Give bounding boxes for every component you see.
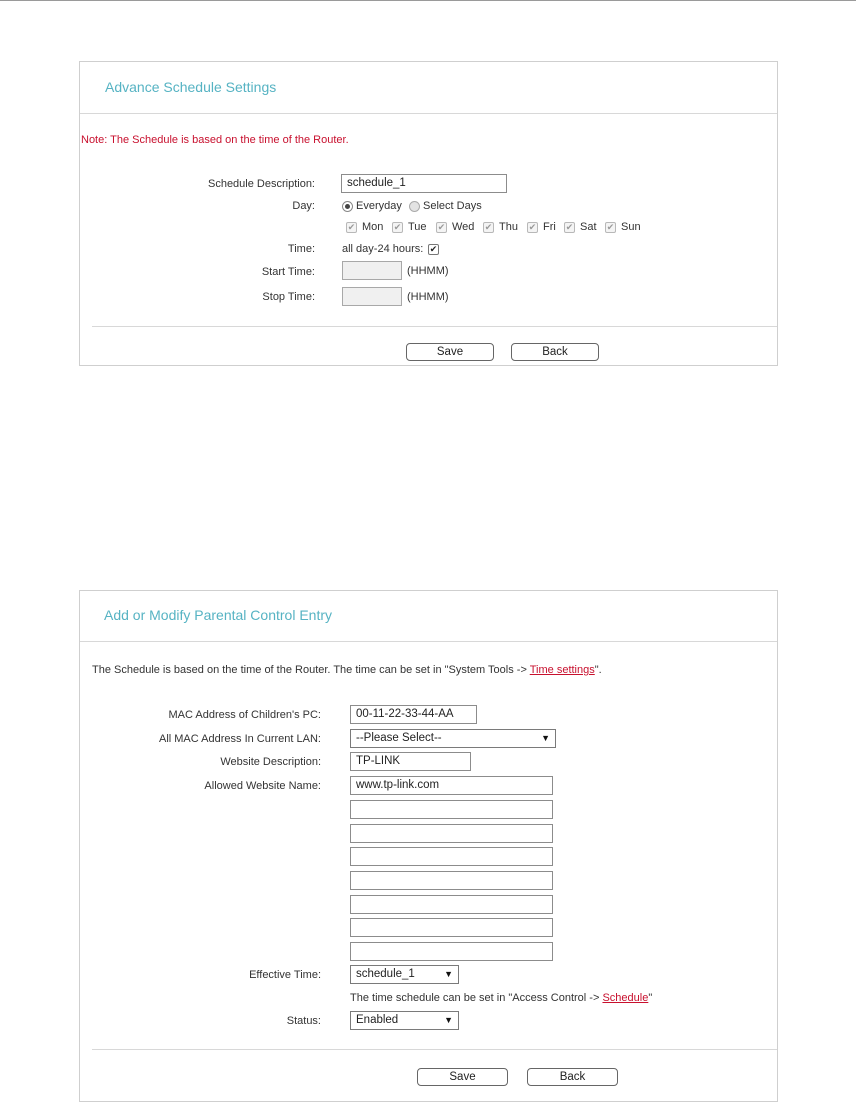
- parental-info-text: [92, 664, 602, 676]
- effective-time-select[interactable]: [350, 965, 459, 984]
- allowed-website-input-8[interactable]: [350, 942, 553, 961]
- allowed-website-input-3[interactable]: [350, 824, 553, 843]
- sun-label: Sun: [621, 221, 641, 233]
- everyday-radio[interactable]: [342, 201, 353, 212]
- select-days-radio-label: Select Days: [423, 200, 482, 212]
- start-time-label: Start Time:: [261, 266, 315, 278]
- start-time-input[interactable]: [342, 261, 402, 280]
- day-label: Day:: [292, 200, 315, 212]
- parental-panel-title: Add or Modify Parental Control Entry: [104, 607, 332, 623]
- mac-address-input[interactable]: 00-11-22-33-44-AA: [350, 705, 477, 724]
- schedule-footer-divider: [92, 326, 777, 327]
- status-select-value: Enabled: [356, 1014, 399, 1026]
- sun-checkbox: ✔: [606, 222, 615, 232]
- all-mac-label: All MAC Address In Current LAN:: [158, 733, 321, 745]
- thu-checkbox: ✔: [484, 222, 493, 232]
- schedule-title-divider: [80, 113, 777, 114]
- parental-title-divider: [80, 641, 777, 642]
- status-select[interactable]: [350, 1011, 459, 1030]
- start-time-format: (HHMM): [407, 265, 449, 277]
- stop-time-format: (HHMM): [407, 291, 449, 303]
- schedule-note: Note: The Schedule is based on the time of the Router.: [81, 134, 349, 146]
- mon-checkbox: ✔: [347, 222, 356, 232]
- schedule-hint-suffix: ": [648, 992, 653, 1004]
- tue-checkbox: ✔: [393, 222, 402, 232]
- wed-label: Wed: [452, 221, 475, 233]
- schedule-description-input[interactable]: schedule_1: [341, 174, 507, 193]
- dropdown-arrow-icon: ▼: [541, 733, 550, 743]
- effective-time-select-value: schedule_1: [356, 968, 415, 980]
- allowed-website-input-1[interactable]: www.tp-link.com: [350, 776, 553, 795]
- page-top-rule: [0, 0, 856, 1]
- time-label: Time:: [287, 243, 315, 255]
- allowed-website-input-2[interactable]: [350, 800, 553, 819]
- sat-checkbox: ✔: [565, 222, 574, 232]
- wed-checkbox: ✔: [437, 222, 446, 232]
- parental-info-prefix: The Schedule is based on the time of the Router. The time can be set in "System Tools ->: [92, 664, 530, 676]
- all-day-checkbox[interactable]: ✔: [429, 244, 438, 254]
- thu-label: Thu: [499, 221, 518, 233]
- website-description-input[interactable]: TP-LINK: [350, 752, 471, 771]
- parental-back-button[interactable]: Back: [527, 1068, 618, 1086]
- parental-info-suffix: ".: [594, 664, 602, 676]
- allowed-website-input-7[interactable]: [350, 918, 553, 937]
- schedule-description-label: Schedule Description:: [207, 178, 315, 190]
- select-days-radio[interactable]: [409, 201, 420, 212]
- mon-label: Mon: [362, 221, 384, 233]
- schedule-save-button[interactable]: Save: [406, 343, 494, 361]
- allowed-website-input-5[interactable]: [350, 871, 553, 890]
- schedule-hint-text: [350, 992, 652, 1004]
- schedule-panel-title: Advance Schedule Settings: [105, 79, 277, 95]
- parental-save-button[interactable]: Save: [417, 1068, 508, 1086]
- dropdown-arrow-icon: ▼: [444, 969, 453, 979]
- parental-footer-divider: [92, 1049, 777, 1050]
- allowed-website-label: Allowed Website Name:: [204, 780, 321, 792]
- tue-label: Tue: [408, 221, 427, 233]
- mac-address-label: MAC Address of Children's PC:: [168, 709, 321, 721]
- all-day-label: all day-24 hours:: [342, 243, 424, 255]
- fri-checkbox: ✔: [528, 222, 537, 232]
- stop-time-label: Stop Time:: [262, 291, 315, 303]
- status-label: Status:: [286, 1015, 321, 1027]
- fri-label: Fri: [543, 221, 556, 233]
- everyday-radio-label: Everyday: [356, 200, 402, 212]
- allowed-website-input-4[interactable]: [350, 847, 553, 866]
- time-settings-link[interactable]: Time settings: [529, 664, 595, 676]
- schedule-hint-prefix: The time schedule can be set in "Access Control ->: [350, 992, 603, 1004]
- sat-label: Sat: [580, 221, 597, 233]
- advance-schedule-panel: [79, 61, 778, 366]
- website-description-label: Website Description:: [220, 756, 321, 768]
- stop-time-input[interactable]: [342, 287, 402, 306]
- schedule-back-button[interactable]: Back: [511, 343, 599, 361]
- dropdown-arrow-icon: ▼: [444, 1015, 453, 1025]
- allowed-website-input-6[interactable]: [350, 895, 553, 914]
- all-mac-select-value: --Please Select--: [356, 732, 442, 744]
- all-mac-select[interactable]: [350, 729, 556, 748]
- schedule-link[interactable]: Schedule: [602, 992, 649, 1004]
- effective-time-label: Effective Time:: [249, 969, 321, 981]
